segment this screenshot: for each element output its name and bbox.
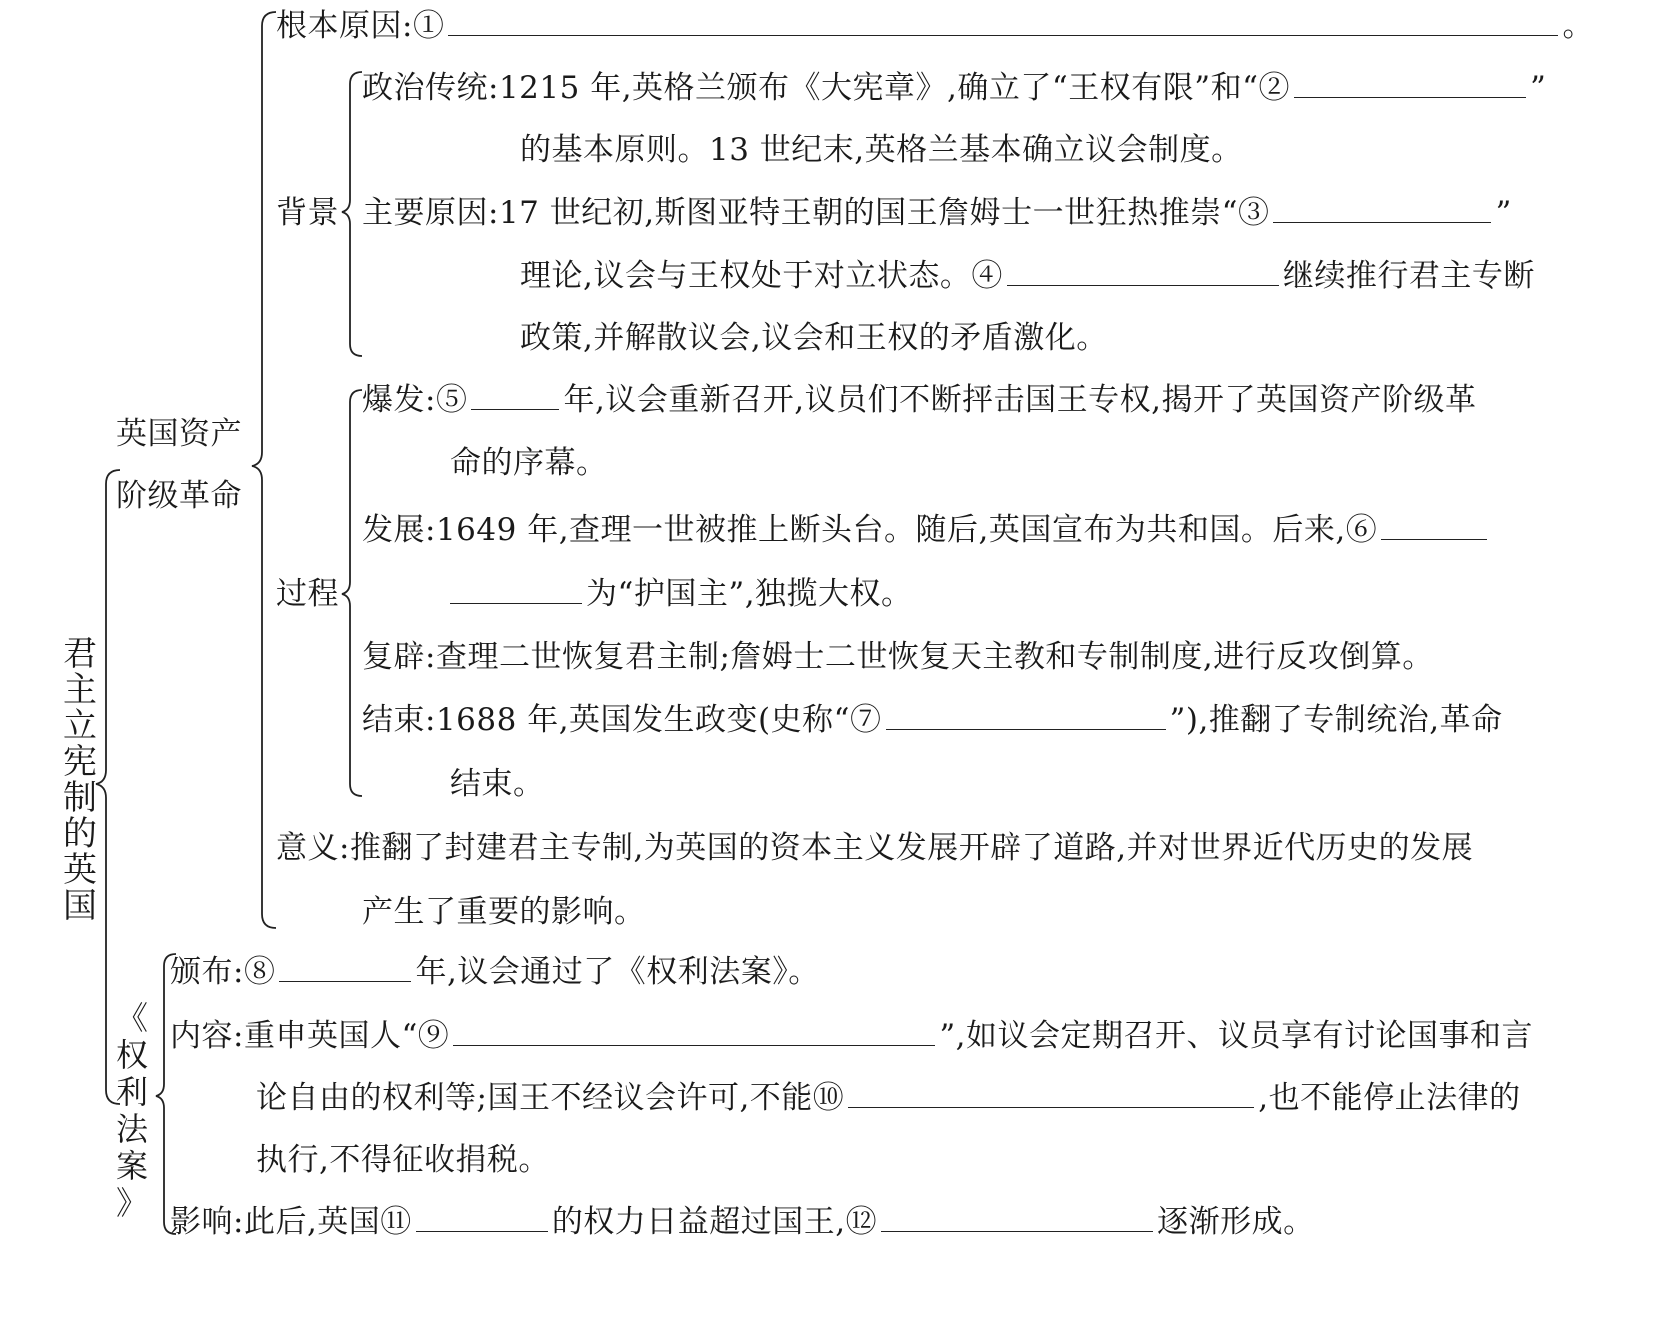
blank-12[interactable] (881, 1203, 1153, 1232)
bill-title: 《 权 利 法 案 》 (115, 999, 148, 1222)
revolution-title-line1: 英国资产 (116, 416, 242, 452)
process-brace (342, 390, 362, 796)
blank-10[interactable] (848, 1079, 1254, 1108)
content-line1: 内容:重申英国人“⑨ ”,如议会定期召开、议员享有讨论国事和言 (170, 1018, 1534, 1054)
significance-line2: 产生了重要的影响。 (362, 894, 646, 930)
outbreak-line2: 命的序幕。 (450, 445, 608, 481)
process-label: 过程 (276, 576, 339, 612)
main-cause-line1: 主要原因:17 世纪初,斯图亚特王朝的国王詹姆士一世狂热推崇“③ ” (362, 195, 1512, 231)
political-tradition-line2: 的基本原则。13 世纪末,英格兰基本确立议会制度。 (520, 132, 1243, 168)
revolution-brace (252, 12, 276, 928)
blank-7[interactable] (886, 701, 1166, 730)
root-cause: 根本原因:① 。 (276, 8, 1594, 44)
blank-6b[interactable] (450, 575, 582, 604)
content-line2: 论自由的权利等;国王不经议会许可,不能⑩ ,也不能停止法律的 (256, 1080, 1521, 1116)
root-title: 君 主 立 宪 制 的 英 国 (63, 634, 97, 926)
blank-6a[interactable] (1381, 511, 1487, 540)
end-line2: 结束。 (450, 766, 545, 802)
significance-line1: 意义:推翻了封建君主专制,为英国的资本主义发展开辟了道路,并对世界近代历史的发展 (276, 830, 1474, 866)
blank-3[interactable] (1273, 194, 1491, 223)
revolution-title-line2: 阶级革命 (116, 478, 242, 514)
blank-1[interactable] (448, 7, 1558, 36)
development-line1: 发展:1649 年,查理一世被推上断头台。随后,英国宣布为共和国。后来,⑥ (362, 510, 1491, 550)
blank-4[interactable] (1007, 257, 1279, 286)
restoration-line: 复辟:查理二世恢复君主制;詹姆士二世恢复天主教和专制制度,进行反攻倒算。 (362, 639, 1434, 675)
issued-line: 颁布:⑧ 年,议会通过了《权利法案》。 (170, 954, 820, 990)
background-brace (342, 72, 362, 356)
political-tradition-line1: 政治传统:1215 年,英格兰颁布《大宪章》,确立了“王权有限”和“② ” (362, 70, 1547, 106)
blank-11[interactable] (416, 1203, 548, 1232)
development-line2: 为“护国主”,独揽大权。 (446, 574, 913, 614)
main-cause-line3: 政策,并解散议会,议会和王权的矛盾激化。 (520, 320, 1108, 356)
blank-8[interactable] (279, 953, 411, 982)
bill-brace (156, 954, 176, 1234)
outbreak-line1: 爆发:⑤ 年,议会重新召开,议员们不断抨击国王专权,揭开了英国资产阶级革 (362, 382, 1477, 418)
main-cause-line2: 理论,议会与王权处于对立状态。④ 继续推行君主专断 (520, 258, 1535, 294)
background-label: 背景 (276, 195, 339, 231)
blank-9[interactable] (453, 1017, 935, 1046)
content-line3: 执行,不得征收捐税。 (256, 1142, 550, 1178)
end-line1: 结束:1688 年,英国发生政变(史称“⑦ ”),推翻了专制统治,革命 (362, 702, 1503, 738)
influence-line: 影响:此后,英国⑪ 的权力日益超过国王,⑫ 逐渐形成。 (170, 1204, 1315, 1240)
blank-5[interactable] (471, 381, 559, 410)
blank-2[interactable] (1294, 69, 1526, 98)
